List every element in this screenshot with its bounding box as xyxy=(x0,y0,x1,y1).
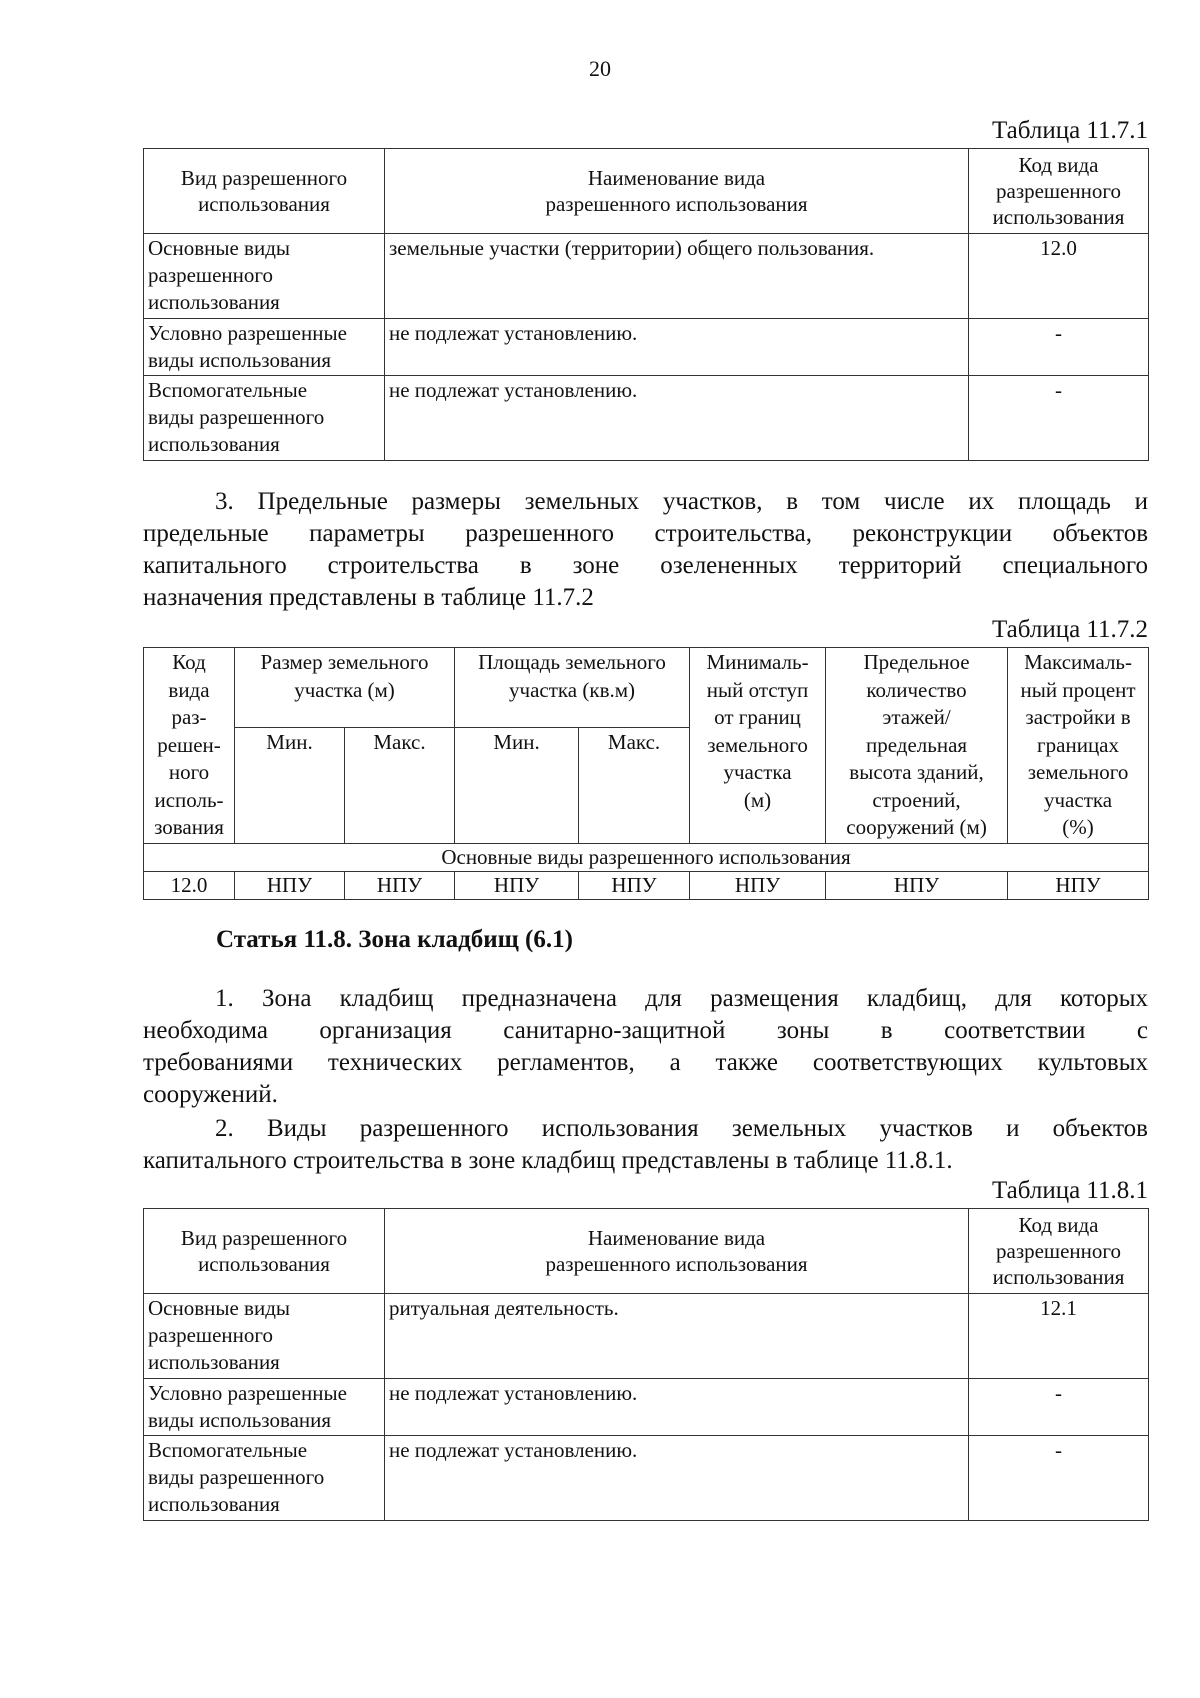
row-code: - xyxy=(969,376,1149,461)
section-label: Основные виды разрешенного использования xyxy=(144,843,1149,871)
row-code: 12.1 xyxy=(969,1294,1149,1379)
table-1171-caption: Таблица 11.7.1 xyxy=(992,117,1148,144)
table-row xyxy=(144,234,1149,319)
row-name: не подлежат установлению. xyxy=(385,319,969,376)
header-max-floors: Предельное количество этажей/ предельная высота зданий, строений, сооружений (м) xyxy=(826,648,1008,844)
article-heading: Статья 11.8. Зона кладбищ (6.1) xyxy=(216,926,573,953)
header-area-max: Макс. xyxy=(579,728,690,843)
table-row xyxy=(144,1436,1149,1521)
header-type: Вид разрешенного использования xyxy=(144,149,385,234)
header-size-min: Мин. xyxy=(235,728,345,843)
table-1172-caption: Таблица 11.7.2 xyxy=(992,616,1148,643)
table-1171 xyxy=(143,148,1149,461)
row-type: Условно разрешенные виды использования xyxy=(144,319,385,376)
table-row xyxy=(144,1379,1149,1436)
table-1181 xyxy=(143,1208,1149,1521)
table-row xyxy=(144,871,1149,899)
row-name: не подлежат установлению. xyxy=(385,1436,969,1521)
cell-size-max: НПУ xyxy=(345,871,455,899)
cell-area-min: НПУ xyxy=(455,871,579,899)
cell-max-floors: НПУ xyxy=(826,871,1008,899)
header-area-min: Мин. xyxy=(455,728,579,843)
row-type: Основные виды разрешенного использования xyxy=(144,1294,385,1379)
table-row xyxy=(144,319,1149,376)
table-1172 xyxy=(143,647,1149,900)
header-code: Код вида раз- решен- ного исполь- зования xyxy=(144,648,235,844)
row-type: Вспомогательные виды разрешенного использования xyxy=(144,1436,385,1521)
row-name: ритуальная деятельность. xyxy=(385,1294,969,1379)
paragraph-3: 3. Предельные размеры земельных участков, в том числе их площадь и предельные параметры разрешенного строительства, реконструкции объектов капитального строительства в зоне озелененных территорий специального назначения представлены в таблице 11.7.2 xyxy=(143,488,1148,611)
cell-code: 12.0 xyxy=(144,871,235,899)
table-row xyxy=(144,376,1149,461)
header-size-max: Макс. xyxy=(345,728,455,843)
header-max-coverage: Максималь- ный процент застройки в границах земельного участка (%) xyxy=(1008,648,1149,844)
row-name: земельные участки (территории) общего пользования. xyxy=(385,234,969,319)
cell-area-max: НПУ xyxy=(579,871,690,899)
table-section-row xyxy=(144,843,1149,871)
page-number: 20 xyxy=(589,56,611,81)
paragraph-2: 2. Виды разрешенного использования земельных участков и объектов капитального строительства в зоне кладбищ представлены в таблице 11.8.1. xyxy=(143,1115,1148,1174)
row-code: - xyxy=(969,319,1149,376)
row-name: не подлежат установлению. xyxy=(385,376,969,461)
row-type: Основные виды разрешенного использования xyxy=(144,234,385,319)
table-row xyxy=(144,1294,1149,1379)
paragraph-1: 1. Зона кладбищ предназначена для размещения кладбищ, для которых необходима организация санитарно-защитной зоны в соответствии с требованиями технических регламентов, а также соответствующих культовых сооружений. xyxy=(143,985,1148,1108)
table-header-row xyxy=(144,648,1149,728)
row-code: 12.0 xyxy=(969,234,1149,319)
table-header-row xyxy=(144,149,1149,234)
header-name: Наименование вида разрешенного использования xyxy=(385,1209,969,1294)
header-plot-area: Площадь земельного участка (кв.м) xyxy=(455,648,690,728)
header-code: Код вида разрешенного использования xyxy=(969,1209,1149,1294)
cell-size-min: НПУ xyxy=(235,871,345,899)
table-header-row xyxy=(144,1209,1149,1294)
row-code: - xyxy=(969,1379,1149,1436)
cell-min-setback: НПУ xyxy=(690,871,826,899)
row-type: Вспомогательные виды разрешенного использования xyxy=(144,376,385,461)
header-type: Вид разрешенного использования xyxy=(144,1209,385,1294)
row-name: не подлежат установлению. xyxy=(385,1379,969,1436)
row-type: Условно разрешенные виды использования xyxy=(144,1379,385,1436)
table-1181-caption: Таблица 11.8.1 xyxy=(992,1177,1148,1204)
header-name: Наименование вида разрешенного использования xyxy=(385,149,969,234)
row-code: - xyxy=(969,1436,1149,1521)
header-min-setback: Минималь- ный отступ от границ земельного участка (м) xyxy=(690,648,826,844)
header-code: Код вида разрешенного использования xyxy=(969,149,1149,234)
cell-max-coverage: НПУ xyxy=(1008,871,1149,899)
header-plot-size: Размер земельного участка (м) xyxy=(235,648,455,728)
